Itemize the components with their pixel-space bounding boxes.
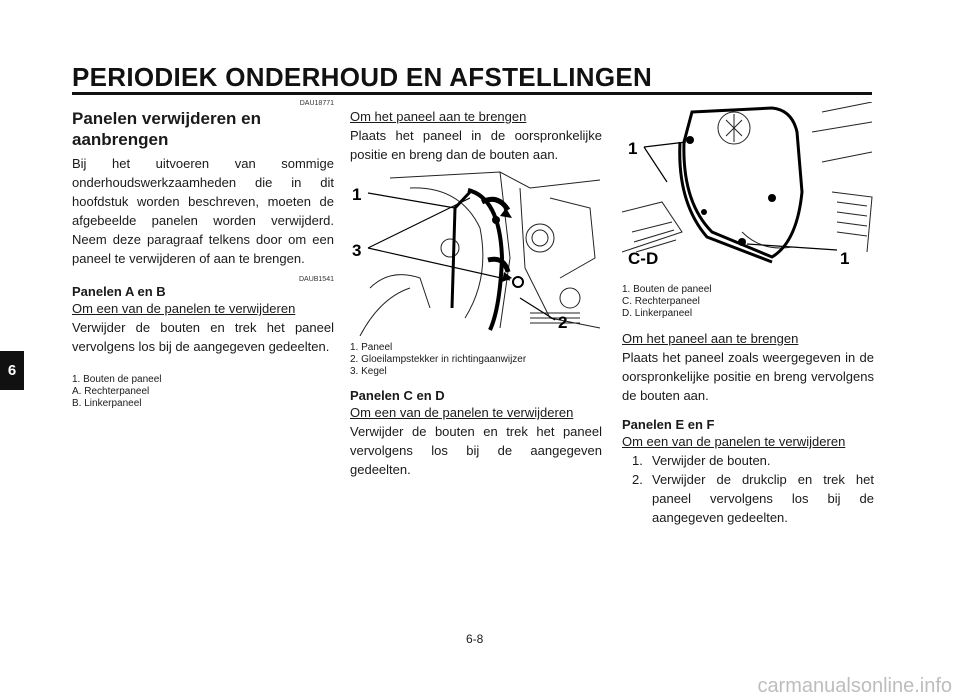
column-middle [350,100,602,479]
figure-caption: 3. Kegel [350,366,387,377]
figure-label: C-D [628,249,659,268]
subsection-heading: Panelen E en F [622,417,715,432]
procedure-text: Verwijder de bouten en trek het paneel vervolgens los bij de aangegeven gedeelten. [72,320,334,354]
step-number: 2. [632,472,643,487]
panel-illustration [350,168,602,336]
procedure-title: Om een van de panelen te verwijderen [622,434,846,449]
figure-label: 3 [352,241,362,260]
intro-paragraph: Bij het uitvoeren van sommige onderhoudswerkzaamheden die in dit hoofdstuk worden beschreven, moeten de afgebeelde panelen worden verwijderd. Neem deze paragraaf telkens door om een paneel te verwijderen of aan te brengen. [72,156,334,266]
figure-caption-list [72,374,334,410]
column-right [622,100,874,527]
numbered-step-list [622,451,874,527]
procedure-title: Om een van de panelen te verwijderen [350,405,574,420]
procedure-title: Om een van de panelen te verwijderen [72,301,296,316]
list-item [622,470,874,527]
figure-label: 2 [558,313,568,332]
figure-caption: 1. Bouten de paneel [72,374,162,385]
figure-caption: D. Linkerpaneel [622,308,693,319]
figure-label: 1 [628,139,638,158]
section-heading: Panelen verwijderen en aanbrengen [72,109,261,149]
figure-caption: B. Linkerpaneel [72,398,142,409]
figure-caption: 2. Gloeilampstekker in richtingaanwijzer [350,354,527,365]
step-number: 1. [632,453,643,468]
watermark: carmanualsonline.info [757,675,952,697]
figure-caption: C. Rechterpaneel [622,296,700,307]
step-text: Verwijder de bouten. [652,453,771,468]
procedure-title: Om het paneel aan te brengen [622,331,799,346]
figure-caption: A. Rechterpaneel [72,386,150,397]
figure-caption: 1. Bouten de paneel [622,284,712,295]
page-header-title: PERIODIEK ONDERHOUD EN AFSTELLINGEN [72,62,653,92]
figure-label: 1 [840,249,850,268]
list-item [622,451,874,470]
column-left [72,100,334,410]
header-divider [72,92,872,95]
figure-caption-list [350,342,602,378]
procedure-text: Verwijder de bouten en trek het paneel vervolgens los bij de aangegeven gedeelten. [350,424,602,477]
procedure-text: Plaats het paneel zoals weergegeven in de oorspronkelijke positie en breng vervolgens de bouten aan. [622,350,874,403]
subsection-heading: Panelen C en D [350,388,445,403]
figure-caption: 1. Paneel [350,342,393,353]
page-number: 6-8 [466,632,484,646]
figure-label: 1 [352,185,362,204]
figure-caption-list [622,284,874,320]
panel-illustration [622,102,874,272]
step-text: Verwijder de drukclip en trek het paneel vervolgens los bij de aangegeven gedeelten. [652,472,874,525]
subsection-heading: Panelen A en B [72,284,166,299]
chapter-tab: 6 [0,351,24,390]
reference-code: DAU18771 [299,100,334,107]
procedure-text: Plaats het paneel in de oorspronkelijke positie en breng dan de bouten aan. [350,128,602,162]
reference-code: DAUB1541 [298,276,334,283]
procedure-title: Om het paneel aan te brengen [350,109,527,124]
